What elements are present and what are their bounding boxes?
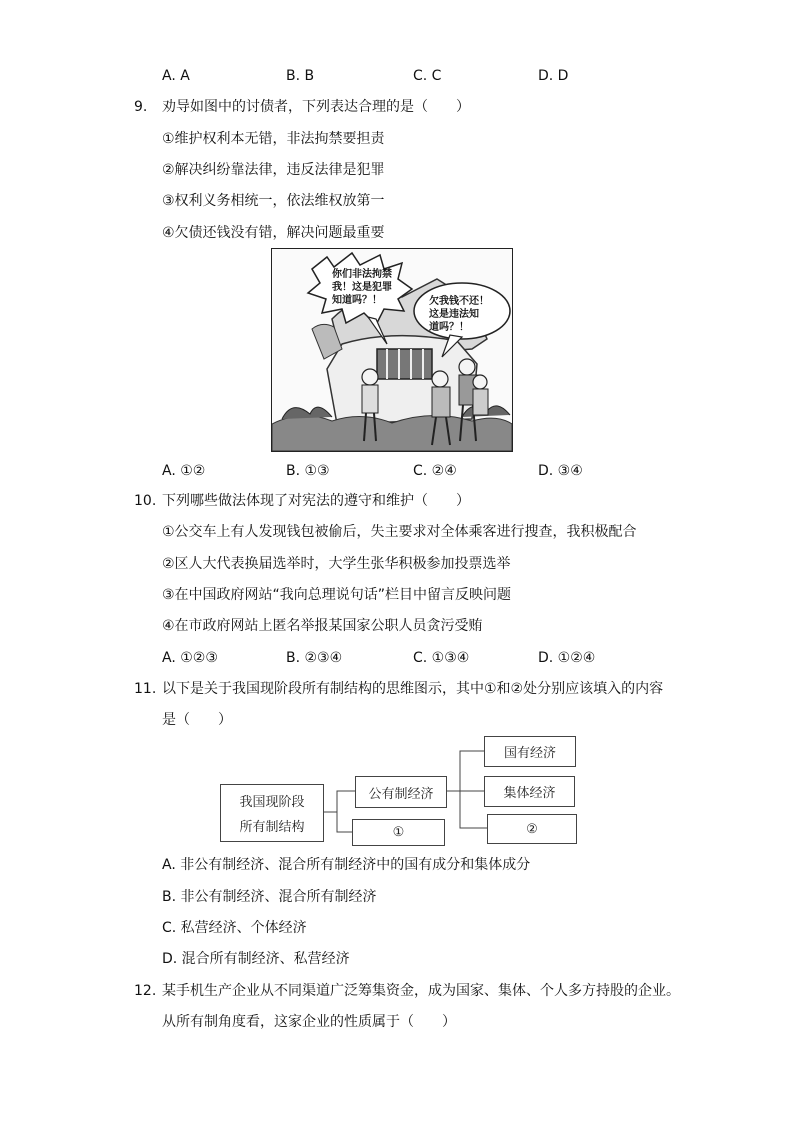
statement: ③在中国政府网站“我向总理说句话”栏目中留言反映问题 xyxy=(162,587,512,603)
bubble-right-line: 这是违法知 xyxy=(429,309,479,320)
question-stem-continued: 是（ ） xyxy=(162,712,232,728)
question-number: 10. xyxy=(134,493,157,509)
option-d: D. ③④ xyxy=(538,463,583,479)
option-d: D. 混合所有制经济、私营经济 xyxy=(162,951,350,967)
option-a: A. ①②③ xyxy=(162,650,218,666)
bubble-right-line: 道吗？！ xyxy=(429,322,469,333)
option-c: C. ②④ xyxy=(413,463,457,479)
question-stem: 下列哪些做法体现了对宪法的遵守和维护（ ） xyxy=(162,493,470,509)
mindmap-blank-2: ② xyxy=(487,814,577,844)
bubble-left-line: 知道吗？！ xyxy=(332,295,382,306)
statement: ②解决纠纷靠法律，违反法律是犯罪 xyxy=(162,162,385,178)
bubble-right-line: 欠我钱不还！ xyxy=(429,296,489,307)
mindmap-root xyxy=(220,784,324,842)
option-b: B. B xyxy=(286,68,315,84)
option-c: C. C xyxy=(413,68,442,84)
mindmap-blank-1: ① xyxy=(352,819,445,846)
bubble-left-line: 你们非法拘禁 xyxy=(332,269,392,280)
question-number: 9. xyxy=(134,99,148,115)
mindmap-state-owned: 国有经济 xyxy=(484,736,576,767)
option-c: C. ①③④ xyxy=(413,650,470,666)
question-stem: 以下是关于我国现阶段所有制结构的思维图示，其中①和②处分别应该填入的内容 xyxy=(162,681,664,697)
statement: ④在市政府网站上匿名举报某国家公职人员贪污受贿 xyxy=(162,618,483,634)
option-b: B. ①③ xyxy=(286,463,330,479)
question-stem-continued: 从所有制角度看，这家企业的性质属于（ ） xyxy=(162,1014,456,1030)
mindmap-root-line: 所有制结构 xyxy=(239,820,305,835)
mindmap-collective: 集体经济 xyxy=(484,776,575,807)
mindmap-public-ownership: 公有制经济 xyxy=(355,776,447,808)
question-stem: 某手机生产企业从不同渠道广泛筹集资金，成为国家、集体、个人多方持股的企业。 xyxy=(162,983,680,999)
question-number: 12. xyxy=(134,983,157,999)
mindmap-root-line: 我国现阶段 xyxy=(239,795,305,810)
question-number: 11. xyxy=(134,681,157,697)
option-c: C. 私营经济、个体经济 xyxy=(162,920,307,936)
option-d: D. ①②④ xyxy=(538,650,596,666)
bubble-left-line: 我！这是犯罪 xyxy=(332,282,392,293)
statement: ②区人大代表换届选举时，大学生张华积极参加投票选举 xyxy=(162,556,511,572)
statement: ①公交车上有人发现钱包被偷后，失主要求对全体乘客进行搜查，我积极配合 xyxy=(162,524,637,540)
statement: ①维护权利本无错，非法拘禁要担责 xyxy=(162,131,385,147)
option-d: D. D xyxy=(538,68,569,84)
option-a: A. A xyxy=(162,68,190,84)
option-a: A. 非公有制经济、混合所有制经济中的国有成分和集体成分 xyxy=(162,857,531,873)
option-b: B. 非公有制经济、混合所有制经济 xyxy=(162,889,377,905)
statement: ③权利义务相统一，依法维权放第一 xyxy=(162,193,385,209)
option-b: B. ②③④ xyxy=(286,650,343,666)
statement: ④欠债还钱没有错，解决问题最重要 xyxy=(162,225,385,241)
question-stem: 劝导如图中的讨债者，下列表达合理的是（ ） xyxy=(162,99,470,115)
option-a: A. ①② xyxy=(162,463,206,479)
